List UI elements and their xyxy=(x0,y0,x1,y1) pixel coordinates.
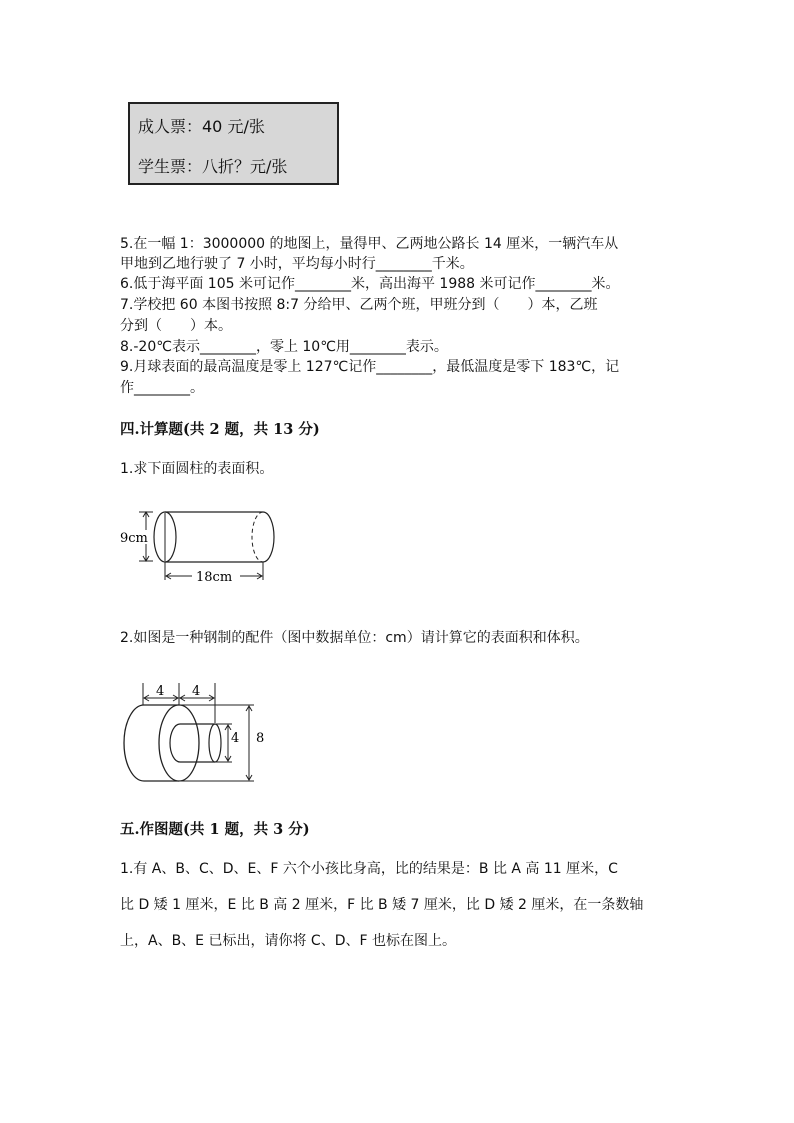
question-7-line-1: 7.学校把 60 本图书按照 8:7 分给甲、乙两个班，甲班分到（ ）本，乙班 xyxy=(120,297,598,313)
dim-a-label: 4 xyxy=(156,684,165,699)
section-4-question-1: 1.求下面圆柱的表面积。 xyxy=(120,461,274,477)
adult-ticket-price: 成人票：40 元/张 xyxy=(138,117,265,136)
cylinder-length-label: 18cm xyxy=(196,570,233,585)
steel-part-figure xyxy=(118,678,278,783)
question-5-line-1: 5.在一幅 1：3000000 的地图上，量得甲、乙两地公路长 14 厘米，一辆汽车从 xyxy=(120,236,619,252)
section-4-title: 四.计算题(共 2 题，共 13 分) xyxy=(120,421,320,438)
student-ticket-price: 学生票：八折？元/张 xyxy=(138,157,288,176)
cylinder-height-label: 9cm xyxy=(120,531,148,546)
question-8: 8.-20℃表示________，零上 10℃用________表示。 xyxy=(120,339,448,355)
ticket-price-box xyxy=(128,102,339,185)
question-7-line-2: 分到（ ）本。 xyxy=(120,318,232,334)
section-5-line-2: 比 D 矮 1 厘米，E 比 B 高 2 厘米，F 比 B 矮 7 厘米，比 D 矮 2 厘米，在一条数轴 xyxy=(120,897,644,913)
section-4-question-2: 2.如图是一种钢制的配件（图中数据单位：cm）请计算它的表面积和体积。 xyxy=(120,630,589,646)
question-9-line-1: 9.月球表面的最高温度是零上 127℃记作________，最低温度是零下 183℃，记 xyxy=(120,359,620,375)
question-6: 6.低于海平面 105 米可记作________米，高出海平 1988 米可记作________米。 xyxy=(120,276,620,292)
question-9-line-2: 作________。 xyxy=(120,380,204,396)
outer-diameter-label: 8 xyxy=(256,731,265,746)
section-5-title: 五.作图题(共 1 题，共 3 分) xyxy=(120,821,310,838)
question-5-line-2: 甲地到乙地行驶了 7 小时，平均每小时行________千米。 xyxy=(120,256,474,272)
cylinder-figure xyxy=(118,500,288,590)
dim-b-label: 4 xyxy=(192,684,201,699)
inner-diameter-label: 4 xyxy=(231,731,240,746)
section-5-line-1: 1.有 A、B、C、D、E、F 六个小孩比身高，比的结果是：B 比 A 高 11 厘米，C xyxy=(120,861,618,877)
section-5-line-3: 上，A、B、E 已标出，请你将 C、D、F 也标在图上。 xyxy=(120,933,456,949)
